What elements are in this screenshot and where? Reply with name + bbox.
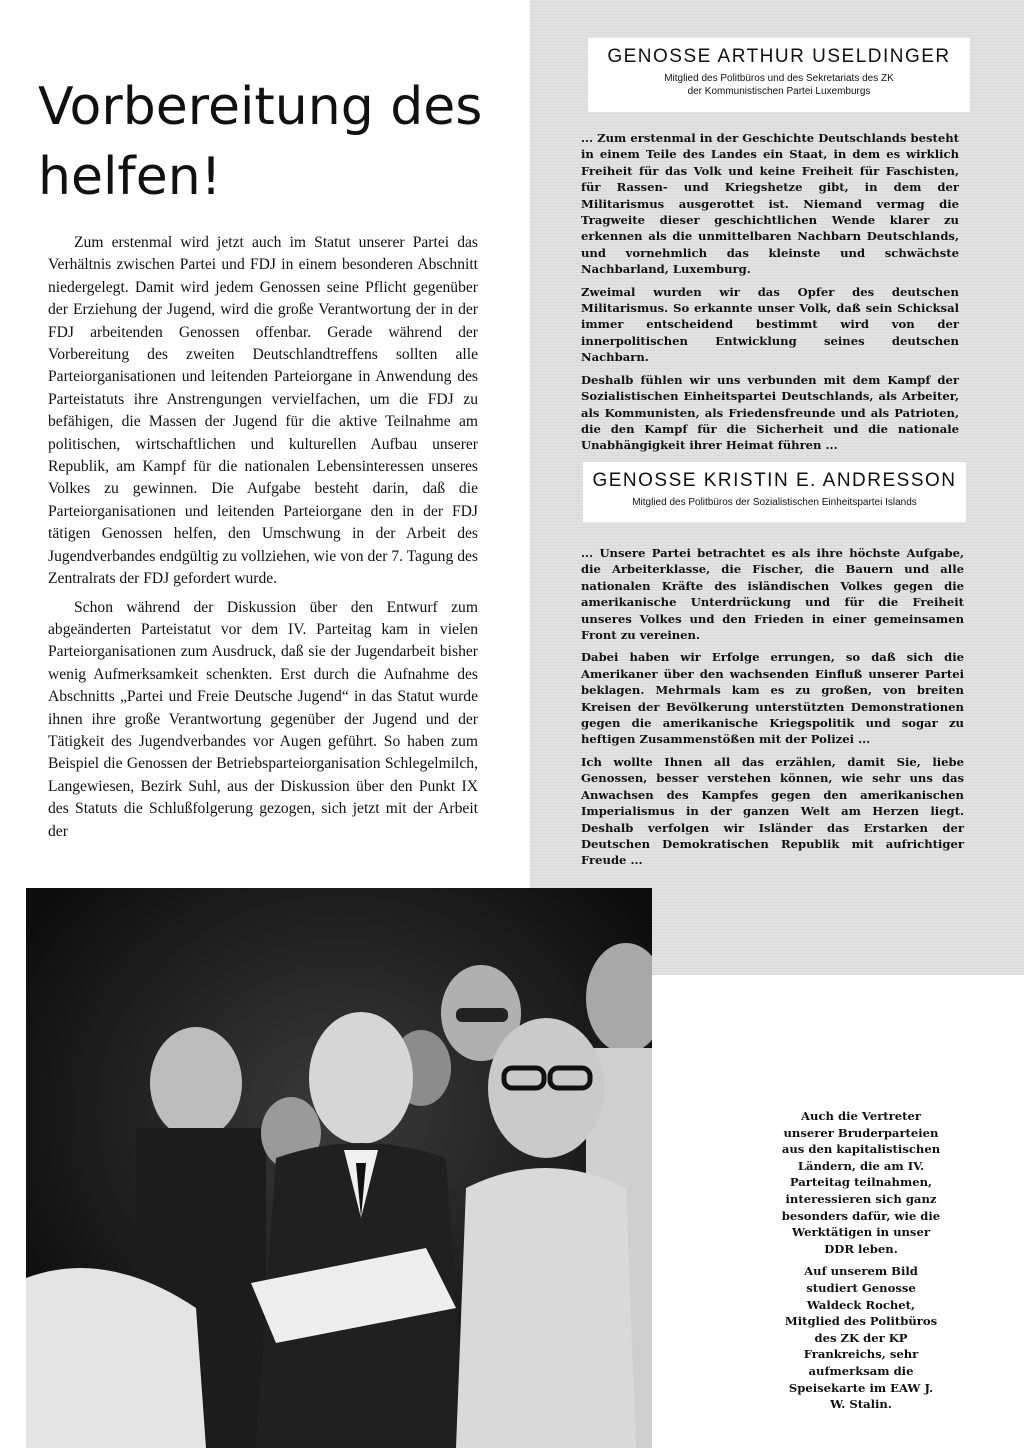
quote-paragraph: Dabei haben wir Erfolge errungen, so daß sich die Amerikaner über den wachsenden Einfluß unserer Partei beklagen. Mehrmals kam es zu großen, von breiten Kreisen der Bevölkerung unterstützten Demonstrationen gegen die amerikanische Kriegspolitik und sogar zu heftigen Zusammenstößen mit der Polizei ... [581,650,964,747]
title-line-1: Vorbereitung des [38,77,483,137]
quote-paragraph: Ich wollte Ihnen all das erzählen, damit Sie, liebe Genossen, besser verstehen können, wie sehr uns das Anwachsen des Kampfes gegen den amerikanischen Imperialismus in der ganzen Welt am Herzen liegt. Deshalb verfolgen wir Isländer das Erstarken der Deutschen Demokratischen Republik mit aufrichtiger Freude ... [581,754,964,868]
quote-paragraph: Zweimal wurden wir das Opfer des deutschen Militarismus. So erkannte unser Volk, daß sein Schicksal immer entscheidend bestimmt wird von der innerpolitischen Entwicklung seines deutschen Nachbarn. [581,284,959,365]
caption-paragraph: Auf unserem Bild studiert Genosse Waldeck Rochet, Mitglied des Politbüros des ZK der KP Frankreichs, sehr aufmerksam die Speisekarte im EAW J. W. Stalin. [784,1264,938,1412]
andresson-role: Mitglied des Politbüros der Sozialistischen Einheitspartei Islands [632,497,917,508]
news-photo [26,888,652,1448]
article-body [48,232,478,849]
useldinger-role [588,72,970,98]
useldinger-quote [581,130,959,460]
useldinger-role-line1: Mitglied des Politbüros und des Sekretariats des ZK [664,73,894,84]
title-line-2: helfen! [38,147,222,207]
article-paragraph: Zum erstenmal wird jetzt auch im Statut unserer Partei das Verhältnis zwischen Partei und FDJ in einem besonderen Abschnitt niedergelegt. Damit wird jedem Genossen seine Pflicht gegenüber der Erziehung der Jugend, wird die große Verantwortung der in der FDJ arbeitenden Genossen offenbar. Gerade während der Vorbereitung des zweiten Deutschlandtreffens sollten alle Parteiorganisationen und leitenden Parteiorgane in Anwendung des Parteistatuts ihre Anstrengungen vervielfachen, um die FDJ zu befähigen, die Massen der Jugend für die aktive Teilnahme am politischen, wirtschaftlichen und kulturellen Aufbau unserer Republik, am Kampf für die nationalen Lebensinteressen unseres Volkes zu gewinnen. Die Aufgabe besteht darin, daß die Parteiorganisationen und leitenden Parteiorgane den in der FDJ tätigen Genossen helfen, den Umschwung in der Arbeit des Jugendverbandes endgültig zu vollziehen, wie von der 7. Tagung des Zentralrats der FDJ gefordert wurde. [48,234,478,588]
quote-paragraph: ... Zum erstenmal in der Geschichte Deutschlands besteht in einem Teile des Landes ein Staat, in dem es wirklich Freiheit für das Volk und keine Freiheit für Faschisten, für Rassen- und Kriegshetze gibt, in dem der Militarismus ausgerottet ist. Niemand vermag die Tragweite dieser geschichtlichen Wende klarer zu erkennen als die unmittelbaren Nachbarn Deutschlands, und vornehmlich das kleinste und schwächste Nachbarland, Luxemburg. [581,131,959,277]
article-paragraph: Schon während der Diskussion über den Entwurf zum abgeänderten Parteistatut vor dem IV. Parteitag kam in vielen Parteiorganisationen zum Ausdruck, daß sie der Jugendarbeit bisher wenig Aufmerksamkeit schenkten. Erst durch die Aufnahme des Abschnitts „Partei und Freie Deutsche Jugend“ in das Statut wurde ihnen ihre große Verantwortung gegenüber der Jugend und der Tätigkeit des Jugendverbandes vor Augen geführt. So haben zum Beispiel die Genossen der Betriebsparteiorganisation Schlegelmilch, Langewiesen, Bezirk Suhl, aus der Diskussion über den Punkt IX des Statuts die Schlußfolgerung gezogen, sich jetzt mit der Arbeit der [48,598,478,840]
quote-paragraph: ... Unsere Partei betrachtet es als ihre höchste Aufgabe, die Arbeiterklasse, die Fischer, die Bauern und alle nationalen Kräfte des isländischen Volkes gegen die amerikanische Unterdrückung und für die Freiheit unseres Volkes und den Frieden in einer gemeinsamen Front zu vereinen. [581,546,964,643]
article-title [38,72,518,212]
photo-caption [780,1108,942,1419]
andresson-name-box [583,462,966,522]
useldinger-name-box [588,38,970,112]
useldinger-name: GENOSSE ARTHUR USELDINGER [607,46,951,67]
caption-paragraph: Auch die Vertreter unserer Bruderparteien aus den kapitalistischen Ländern, die am IV. Parteitag teilnahmen, interessieren sich ganz besonders dafür, wie die Werktätigen in unser DDR leben. [781,1109,941,1256]
photo-illustration [26,888,652,1448]
useldinger-role-line2: der Kommunistischen Partei Luxemburgs [687,86,871,97]
andresson-name: GENOSSE KRISTIN E. ANDRESSON [592,470,957,491]
quote-paragraph: Deshalb fühlen wir uns verbunden mit dem Kampf der Sozialistischen Einheitspartei Deutschlands, als Arbeiter, als Kommunisten, als Friedensfreunde und als Patrioten, die den Kampf für die Sicherheit und die nationale Unabhängigkeit ihrer Heimat führen ... [581,372,959,453]
andresson-quote [581,545,964,875]
